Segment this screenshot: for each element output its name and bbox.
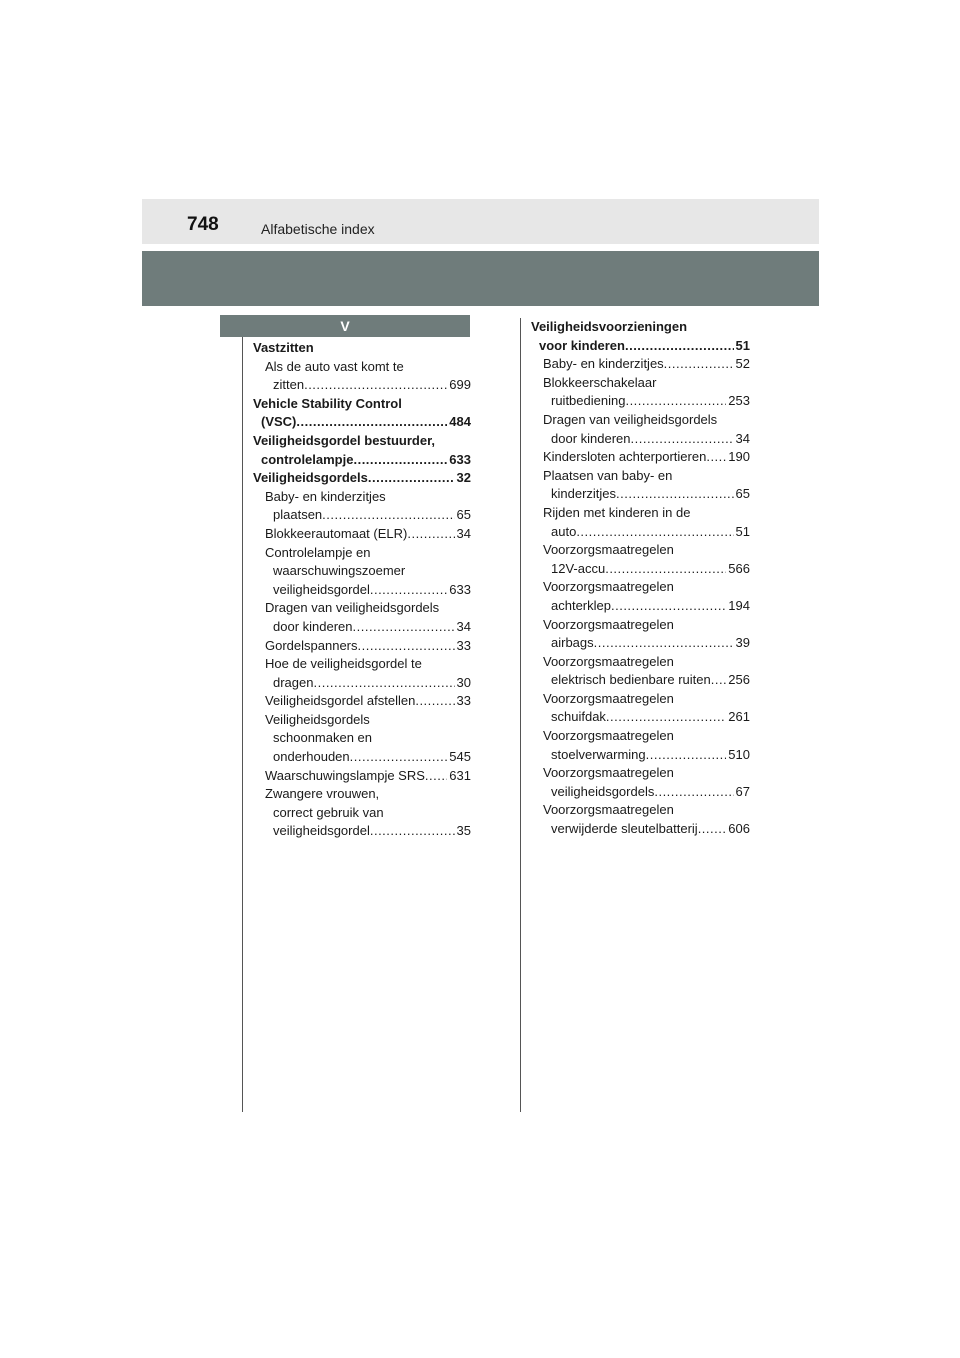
entry-label: airbags (551, 635, 594, 651)
index-subentry (531, 820, 750, 839)
index-subentry: Voorzorgsmaatregelen (543, 542, 674, 558)
index-subentry: Voorzorgsmaatregelen (543, 728, 674, 744)
index-subentry (253, 674, 471, 693)
index-subentry (253, 376, 471, 395)
right-column-rule (520, 318, 521, 1112)
index-column-left (253, 339, 471, 841)
page-reference: 566 (728, 560, 750, 576)
index-heading: Veiligheidsgordel bestuurder, (253, 432, 436, 448)
index-subentry: Veiligheidsgordels (265, 711, 370, 727)
page-number: 748 (187, 214, 219, 235)
index-subentry: Baby- en kinderzitjes (265, 488, 386, 504)
page-reference: 190 (728, 449, 750, 465)
page-reference: 699 (449, 377, 471, 393)
page-reference: 32 (456, 470, 471, 486)
index-subentry (531, 523, 750, 542)
page-reference: 633 (449, 451, 471, 467)
entry-label: onderhouden (273, 749, 350, 765)
index-subentry (253, 637, 471, 656)
entry-label: zitten (273, 377, 305, 393)
index-heading (531, 337, 750, 356)
index-subentry (253, 692, 471, 711)
index-subentry: Als de auto vast komt te (265, 358, 404, 374)
entry-label: elektrisch bedienbare ruiten (551, 672, 711, 688)
header-band (142, 199, 819, 244)
index-subentry (253, 581, 471, 600)
page-reference: 633 (449, 581, 471, 597)
entry-label: voor kinderen (539, 337, 625, 353)
entry-label: veiligheidsgordel (273, 823, 370, 839)
entry-label: achterklep (551, 597, 611, 613)
index-subentry: Voorzorgsmaatregelen (543, 653, 674, 669)
page-reference: 65 (735, 486, 750, 502)
index-heading: Vehicle Stability Control (253, 395, 402, 411)
index-subentry: correct gebruik van (273, 804, 384, 820)
index-subentry: Plaatsen van baby- en (543, 467, 673, 483)
index-subentry (531, 560, 750, 579)
index-subentry (531, 430, 750, 449)
entry-label: Kindersloten achterportieren (543, 449, 707, 465)
page-reference: 52 (735, 356, 750, 372)
index-subentry: Controlelampje en (265, 544, 371, 560)
entry-label: controlelampje (261, 451, 354, 467)
entry-label: 12V-accu (551, 560, 606, 576)
decorative-band (142, 251, 819, 306)
index-column-right (531, 318, 750, 839)
entry-label: kinderzitjes (551, 486, 617, 502)
page-reference: 484 (449, 414, 471, 430)
page-reference: 30 (456, 674, 471, 690)
page-reference: 253 (728, 393, 750, 409)
entry-label: plaatsen (273, 507, 323, 523)
page-reference: 33 (456, 637, 471, 653)
entry-label: (VSC) (261, 414, 297, 430)
index-subentry (253, 748, 471, 767)
entry-label: Veiligheidsgordels (253, 470, 368, 486)
page-reference: 39 (735, 635, 750, 651)
index-subentry (253, 767, 471, 786)
index-subentry (531, 355, 750, 374)
entry-label: door kinderen (273, 618, 353, 634)
index-subentry (531, 448, 750, 467)
index-subentry: Hoe de veiligheidsgordel te (265, 656, 422, 672)
page-reference: 33 (456, 693, 471, 709)
index-subentry (531, 746, 750, 765)
index-subentry: Rijden met kinderen in de (543, 504, 691, 520)
entry-label: door kinderen (551, 430, 631, 446)
index-subentry (531, 671, 750, 690)
entry-label: Blokkeerautomaat (ELR) (265, 525, 408, 541)
index-heading: Vastzitten (253, 340, 314, 355)
index-subentry (253, 822, 471, 841)
entry-label: veiligheidsgordel (273, 581, 370, 597)
page-reference: 545 (449, 749, 471, 765)
index-heading (253, 413, 471, 432)
index-subentry: Zwangere vrouwen, (265, 786, 380, 802)
index-subentry (531, 634, 750, 653)
page-reference: 631 (449, 767, 471, 783)
index-subentry (253, 525, 471, 544)
section-title: Alfabetische index (261, 221, 375, 237)
letter-heading: V (220, 315, 470, 337)
entry-label: Baby- en kinderzitjes (543, 356, 664, 372)
entry-label: auto (551, 523, 577, 539)
page-reference: 34 (735, 430, 750, 446)
index-subentry: Voorzorgsmaatregelen (543, 765, 674, 781)
index-subentry: Voorzorgsmaatregelen (543, 802, 674, 818)
index-subentry: Voorzorgsmaatregelen (543, 616, 674, 632)
index-subentry: Dragen van veiligheidsgordels (543, 411, 718, 427)
index-subentry (531, 392, 750, 411)
index-heading (253, 451, 471, 470)
index-subentry: Blokkeerschakelaar (543, 374, 657, 390)
page-reference: 51 (735, 523, 750, 539)
page-reference: 35 (456, 823, 471, 839)
page-reference: 256 (728, 672, 750, 688)
index-subentry (531, 783, 750, 802)
index-subentry (531, 485, 750, 504)
index-heading: Veiligheidsvoorzieningen (531, 319, 688, 334)
page-reference: 261 (728, 709, 750, 725)
page-reference: 51 (735, 337, 750, 353)
index-subentry: Voorzorgsmaatregelen (543, 579, 674, 595)
entry-label: Gordelspanners (265, 637, 358, 653)
entry-label: schuifdak (551, 709, 606, 725)
left-column-rule (242, 337, 243, 1112)
page-reference: 510 (728, 746, 750, 762)
index-subentry: schoonmaken en (273, 730, 373, 746)
index-subentry (253, 618, 471, 637)
index-heading (253, 469, 471, 488)
page-reference: 606 (728, 821, 750, 837)
index-subentry: Voorzorgsmaatregelen (543, 690, 674, 706)
page-reference: 34 (456, 618, 471, 634)
index-subentry: waarschuwingszoemer (273, 563, 406, 579)
index-subentry (531, 708, 750, 727)
entry-label: dragen (273, 674, 314, 690)
page-reference: 65 (456, 507, 471, 523)
index-subentry (253, 506, 471, 525)
entry-label: veiligheidsgordels (551, 783, 655, 799)
page-reference: 34 (456, 525, 471, 541)
entry-label: Veiligheidsgordel afstellen (265, 693, 416, 709)
entry-label: Waarschuwingslampje SRS (265, 767, 425, 783)
entry-label: verwijderde sleutelbatterij (551, 821, 698, 837)
page-reference: 67 (735, 783, 750, 799)
index-subentry (531, 597, 750, 616)
entry-label: stoelverwarming (551, 746, 646, 762)
entry-label: ruitbediening (551, 393, 626, 409)
page-reference: 194 (728, 597, 750, 613)
index-subentry: Dragen van veiligheidsgordels (265, 600, 440, 616)
